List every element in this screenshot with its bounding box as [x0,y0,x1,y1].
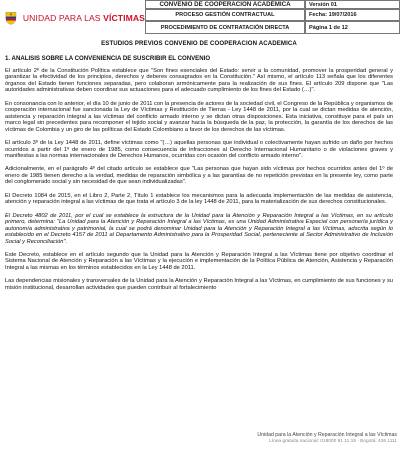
process-cell: PROCESO GESTIÓN CONTRACTUAL [145,9,305,21]
footer-contact: Línea gratuita nacional: 018000 91 11 19 · Bogotá: 426 1111 [269,439,397,444]
document-title: ESTUDIOS PREVIOS CONVENIO DE COOPERACION ACADEMICA [101,40,297,47]
paragraph: El artículo 3º de la Ley 1448 de 2011, define víctimas como "(…) aquellas personas que individual o colectivamente hayan sufrido un daño por hechos ocurridos a partir del 1º de enero de 1985, como consecuencia de infracciones al Derecho Internacional Humanitario o de violaciones graves y manifiestas a las normas internacionales de Derechos Humanos, ocurridas con ocasión del conflicto armado interno". [5,140,393,159]
paragraph: El Decreto 1084 de 2015, en el Libro 2, Parte 2, Título 1 establece los mecanismos para la adecuada implementación de las medidas de asistencia, atención y reparación integral a las víctimas de que trata el artículo 3 de la ley 1448 de 2011, para la materialización de sus derechos constitucionales. [5,192,393,206]
paragraph: Este Decreto, establece en el artículo segundo que la Unidad para la Atención y Reparación Integral a las Víctimas tiene por objetivo coordinar el Sistema Nacional de Atención y Reparación a las Víctimas y la ejecución e implementación de la Política Pública de Atención, Asistencia y Reparación Integral a las mismas en los términos establecidos en la Ley 1448 de 2011. [5,251,393,271]
date-cell: Fecha: 19/07/2016 [305,9,400,21]
logo-text-prefix: UNIDAD PARA LAS [22,12,104,23]
version-cell: Versión 01 [305,0,400,9]
paragraph: En consonancia con lo anterior, el día 10 de junio de 2011 con la presencia de actores de la sociedad civil, el Congreso de la República y organismos de cooperación internacional fue sancionada la Ley de Víctimas y Restitución de Tierras - Ley 1448 de 2011, por la cual se dictan medidas de atención, asistencia y reparación integral a las víctimas del conflicto armado interno y se dictan otras disposiciones. Esta iniciativa, constituye para el país un marco legal sin precedentes para recomponer el tejido social y avanzar hacia la búsqueda de la paz, la protección, la garantía de los derechos de las víctimas de Colombia y un giro de las políticas del Estado Colombiano a favor de los derechos de las víctimas. [5,100,393,133]
paragraph: Las dependencias misionales y transversales de la Unidad para la Atención y Reparación Integral a las Víctimas, en cumplimiento de sus funciones y su misión institucional, desarrollan actividades que pueden contribuir al fortalecimiento [5,278,393,291]
page-number-cell: Página 1 de 12 [305,21,400,34]
document-body [5,38,393,298]
logo [0,0,145,35]
logo-text [23,13,145,23]
doc-type-cell: CONVENIO DE COOPERACIÓN ACADÉMICA [145,0,305,9]
section-heading: 1. ANALISIS SOBRE LA CONVENIENCIA DE SUSCRIBIR EL CONVENIO [5,55,211,62]
logo-text-bold: VÍCTIMAS [103,12,145,23]
footer-entity: Unidad para la Atención y Reparación Integral a las Víctimas [257,432,397,438]
paragraph-quote: El Decreto 4802 de 2011, por el cual se establece la estructura de la Unidad para la Atención y Reparación Integral a las Víctimas, en su artículo primero, determina: "La Unidad para la Atención y Reparación Integral a las Víctimas, es una Unidad Administrativa Especial con personería jurídica y autonomía administrativa y patrimonial, la cual se podrá denominar Unidad para la Atención y Reparación Integral a las Víctimas, adscrita según lo establecido en el Decreto 4157 de 2011 al Departamento Administrativo para la Prosperidad Social, perteneciente al Sector Administrativo de Inclusión Social y Reconciliación". [5,212,393,245]
document-footer [197,432,397,448]
paragraph: El artículo 2º de la Constitución Política establece que "Son fines esenciales del Estado: servir a la comunidad, promover la prosperidad general y garantizar la efectividad de los principios, derechos y deberes consagrados en la Constitución." Así mismo, el artículo 113 señala que los diferentes órganos del Estado tienen funciones separadas, pero colaboran armónicamente para la realización de sus fines. El artículo 209 dispone que "Las autoridades administrativas deben coordinar sus actuaciones para el adecuado cumplimiento de los fines del Estado (…)". [5,68,393,94]
document-header [0,0,400,35]
paragraph: Adicionalmente, en el parágrafo 4º del citado artículo se establece que "Las personas que hayan sido víctimas por hechos ocurridos antes del 1º de enero de 1985 tienen derecho a la verdad, medidas de reparación simbólica y a las garantías de no repetición previstas en la presente ley, como parte del conglomerado social y sin necesidad de que sean individualizadas". [5,166,393,186]
procedure-cell: PROCEDIMIENTO DE CONTRATACIÓN DIRECTA [145,21,305,34]
coat-of-arms-icon [3,7,19,29]
